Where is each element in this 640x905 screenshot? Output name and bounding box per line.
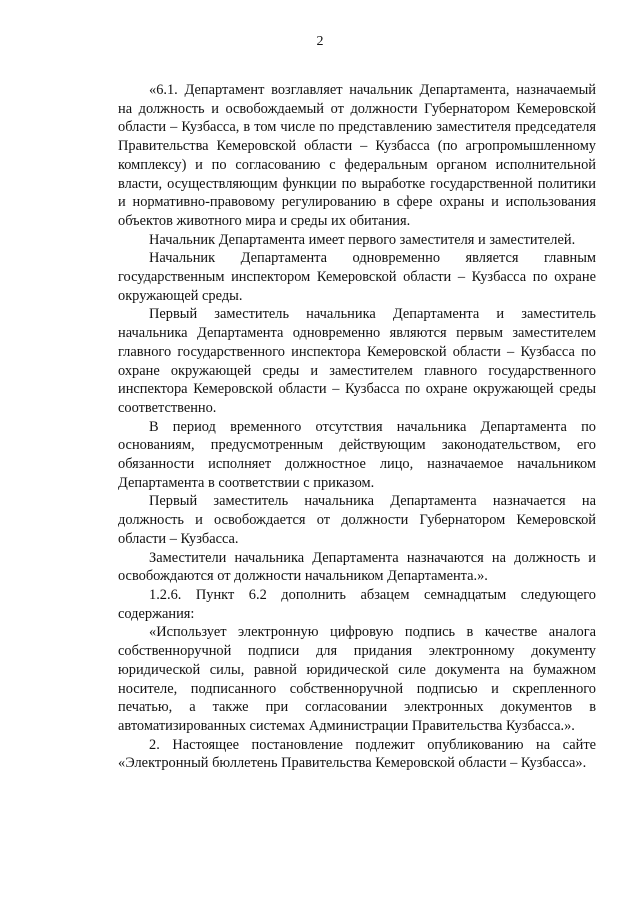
paragraph-first-deputy-appointment: Первый заместитель начальника Департамента назначается на должность и освобождается от должности Губернатором Кемеровской области – Кузбасса. — [118, 493, 596, 547]
page-number: 2 — [316, 34, 324, 49]
paragraph-6-1-head: «6.1. Департамент возглавляет начальник Департамента, назначаемый на должность и освобождаемый от должности Губернатором Кемеровской области – Кузбасса, в том числе по представлению заместителя председателя Правительства Кемеровской области – Кузбасса (по агропромышленному комплексу) и по согласованию с федеральным органом исполнительной власти, осуществляющим функции по выработке государственной политики и нормативно-правовому регулированию в сфере охраны и использования объектов животного мира и среды их обитания. — [118, 82, 596, 229]
paragraph-deputy-inspectors: Первый заместитель начальника Департамента и заместитель начальника Департамента одновременно являются первым заместителем главного государственного инспектора Кемеровской области – Кузбасса по охране окружающей среды и заместителем главного государственного инспектора Кемеровской области – Кузбасса по охране окружающей среды соответственно. — [118, 306, 596, 416]
paragraph-deputies-appointment: Заместители начальника Департамента назначаются на должность и освобождаются от должности начальником Департамента.». — [118, 549, 596, 585]
document-body — [118, 81, 596, 773]
paragraph-publication: 2. Настоящее постановление подлежит опубликованию на сайте «Электронный бюллетень Правительства Кемеровской области – Кузбасса». — [118, 736, 596, 772]
paragraph-temporary-absence: В период временного отсутствия начальника Департамента по основаниям, предусмотренным действующим законодательством, его обязанности исполняет должностное лицо, назначаемое начальником Департамента в соответствии с приказом. — [118, 418, 596, 491]
paragraph-digital-signature: «Использует электронную цифровую подпись в качестве аналога собственноручной подписи для придания электронному документу юридической силы, равной юридической силе документа на бумажном носителе, подписанного собственноручной подписью и скрепленного печатью, а также при согласовании электронных документов в автоматизированных системах Администрации Правительства Кузбасса.». — [118, 624, 596, 734]
paragraph-deputies: Начальник Департамента имеет первого заместителя и заместителей. — [149, 231, 576, 248]
paragraph-1-2-6: 1.2.6. Пункт 6.2 дополнить абзацем семнадцатым следующего содержания: — [118, 586, 596, 622]
paragraph-chief-inspector: Начальник Департамента одновременно является главным государственным инспектором Кемеровской области – Кузбасса по охране окружающей среды. — [118, 250, 596, 304]
